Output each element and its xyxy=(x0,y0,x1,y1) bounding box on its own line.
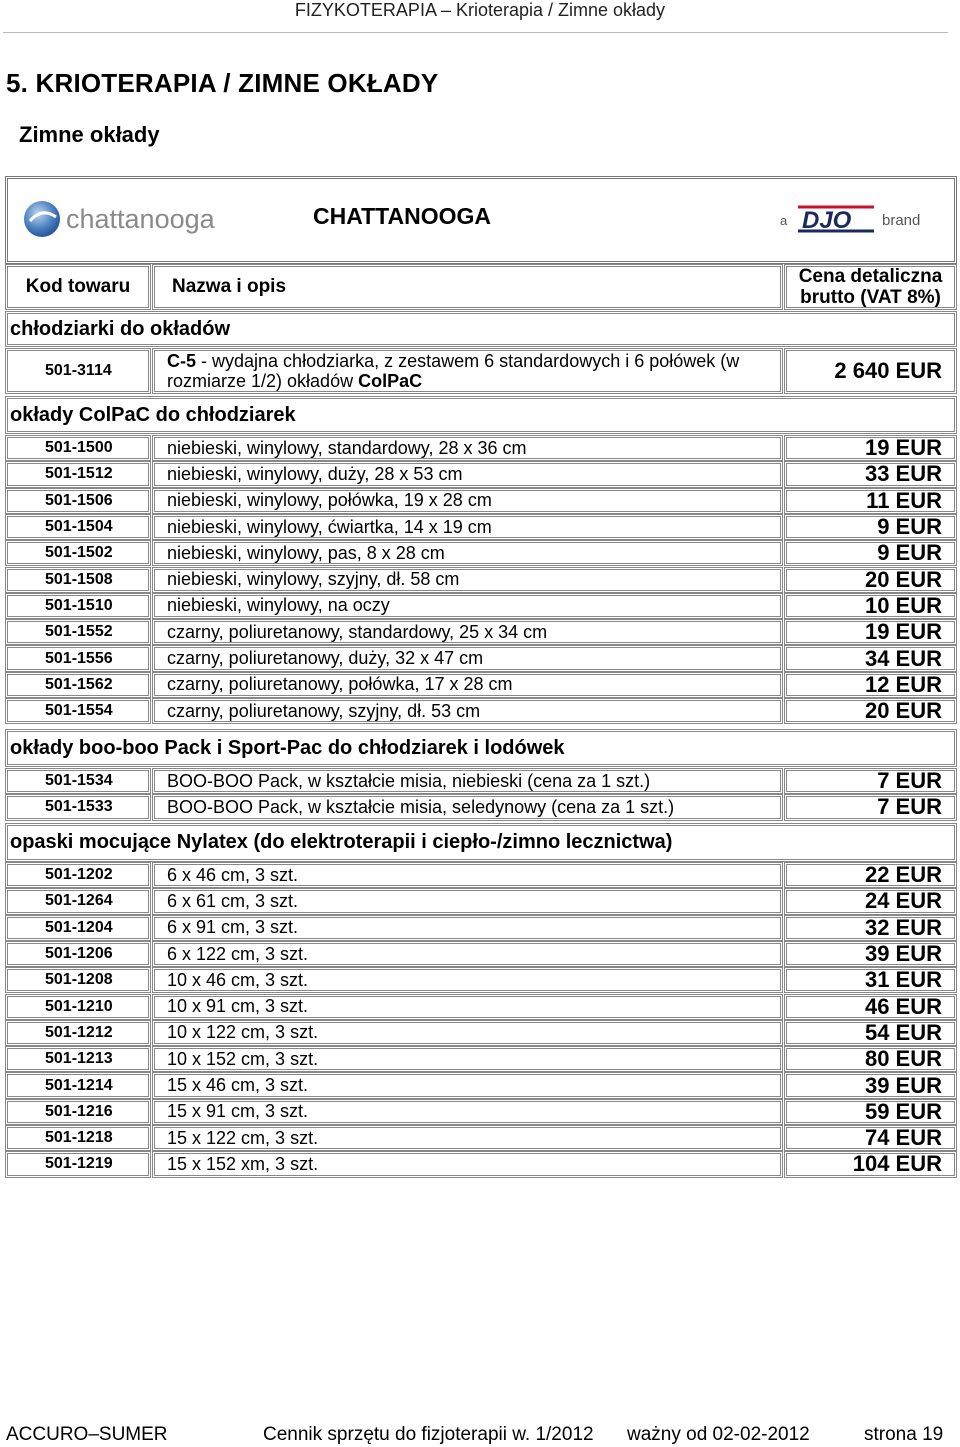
price-header-line1: Cena detaliczna xyxy=(798,266,943,287)
product-price: 7 EUR xyxy=(784,768,957,794)
category-header: okłady ColPaC do chłodziarek xyxy=(5,396,957,434)
category-header: okłady boo-boo Pack i Sport-Pac do chłodziarek i lodówek xyxy=(5,729,957,767)
column-header-code: Kod towaru xyxy=(5,264,151,310)
product-description: 15 x 152 xm, 3 szt. xyxy=(152,1151,783,1177)
page-footer xyxy=(0,1424,960,1446)
product-description: 10 x 152 cm, 3 szt. xyxy=(152,1046,783,1072)
product-description: niebieski, winylowy, szyjny, dł. 58 cm xyxy=(152,567,783,593)
product-code: 501-1210 xyxy=(5,994,151,1020)
category-header: opaski mocujące Nylatex (do elektroterapii i ciepło-/zimno lecznictwa) xyxy=(5,823,957,862)
product-price: 2 640 EUR xyxy=(784,348,957,394)
product-price: 59 EUR xyxy=(784,1099,957,1125)
product-price: 39 EUR xyxy=(784,1072,957,1098)
product-code: 501-1554 xyxy=(5,698,151,724)
product-description-line2: rozmiarze 1/2) okładów xyxy=(167,371,359,391)
product-description: 15 x 46 cm, 3 szt. xyxy=(152,1072,783,1098)
product-code: 501-1533 xyxy=(5,794,151,820)
product-price: 74 EUR xyxy=(784,1125,957,1151)
product-description: czarny, poliuretanowy, standardowy, 25 x 34 cm xyxy=(152,619,783,645)
product-price: 7 EUR xyxy=(784,794,957,820)
header-rule xyxy=(3,32,948,33)
product-description: niebieski, winylowy, standardowy, 28 x 36 cm xyxy=(152,435,783,461)
footer-company: ACCURO–SUMER xyxy=(6,1424,168,1445)
product-description: czarny, poliuretanowy, połówka, 17 x 28 cm xyxy=(152,672,783,698)
product-description: BOO-BOO Pack, w kształcie misia, seledynowy (cena za 1 szt.) xyxy=(152,794,783,820)
product-price: 19 EUR xyxy=(784,435,957,461)
footer-page-number: strona 19 xyxy=(864,1424,944,1445)
product-price: 80 EUR xyxy=(784,1046,957,1072)
product-code: 501-1264 xyxy=(5,888,151,914)
product-description: niebieski, winylowy, na oczy xyxy=(152,593,783,619)
product-code: 501-1556 xyxy=(5,645,151,671)
product-price: 104 EUR xyxy=(784,1151,957,1177)
product-price: 24 EUR xyxy=(784,888,957,914)
product-price: 12 EUR xyxy=(784,672,957,698)
product-description: niebieski, winylowy, pas, 8 x 28 cm xyxy=(152,540,783,566)
product-model: C-5 xyxy=(167,351,197,371)
product-brand-term: ColPaC xyxy=(358,371,423,391)
product-price: 10 EUR xyxy=(784,593,957,619)
svg-text:brand: brand xyxy=(882,212,921,229)
product-code: 501-1204 xyxy=(5,915,151,941)
product-price: 20 EUR xyxy=(784,698,957,724)
product-description: czarny, poliuretanowy, szyjny, dł. 53 cm xyxy=(152,698,783,724)
brand-header-box xyxy=(5,176,957,264)
product-code: 501-1202 xyxy=(5,862,151,888)
section-title: 5. KRIOTERAPIA / ZIMNE OKŁADY xyxy=(6,68,439,98)
product-code: 501-1500 xyxy=(5,435,151,461)
product-description-line1: - wydajna chłodziarka, z zestawem 6 standardowych i 6 połówek (w xyxy=(196,351,740,371)
product-description: 10 x 122 cm, 3 szt. xyxy=(152,1020,783,1046)
product-code: 501-1534 xyxy=(5,768,151,794)
svg-text:a: a xyxy=(780,213,788,228)
product-code: 501-1508 xyxy=(5,567,151,593)
product-code: 501-1218 xyxy=(5,1125,151,1151)
product-code: 501-1506 xyxy=(5,488,151,514)
product-price: 46 EUR xyxy=(784,994,957,1020)
djo-brand-logo xyxy=(778,199,938,239)
product-price: 11 EUR xyxy=(784,488,957,514)
product-description: 6 x 122 cm, 3 szt. xyxy=(152,941,783,967)
running-header: FIZYKOTERAPIA – Krioterapia / Zimne okłady xyxy=(294,0,666,20)
product-description: niebieski, winylowy, duży, 28 x 53 cm xyxy=(152,461,783,487)
product-price: 19 EUR xyxy=(784,619,957,645)
product-description: czarny, poliuretanowy, duży, 32 x 47 cm xyxy=(152,645,783,671)
product-price: 9 EUR xyxy=(784,514,957,540)
product-price: 9 EUR xyxy=(784,540,957,566)
product-description: BOO-BOO Pack, w kształcie misia, niebieski (cena za 1 szt.) xyxy=(152,768,783,794)
product-description xyxy=(152,348,783,394)
brand-name: CHATTANOOGA xyxy=(313,203,492,229)
product-price: 54 EUR xyxy=(784,1020,957,1046)
product-description: niebieski, winylowy, połówka, 19 x 28 cm xyxy=(152,488,783,514)
product-description: 15 x 122 cm, 3 szt. xyxy=(152,1125,783,1151)
product-description: 6 x 61 cm, 3 szt. xyxy=(152,888,783,914)
chattanooga-logo-text: chattanooga xyxy=(66,204,215,234)
product-description: niebieski, winylowy, ćwiartka, 14 x 19 cm xyxy=(152,514,783,540)
product-description: 6 x 46 cm, 3 szt. xyxy=(152,862,783,888)
product-code: 501-1208 xyxy=(5,967,151,993)
product-description: 10 x 91 cm, 3 szt. xyxy=(152,994,783,1020)
product-price: 32 EUR xyxy=(784,915,957,941)
footer-valid-date: ważny od 02-02-2012 xyxy=(627,1424,810,1445)
product-price: 20 EUR xyxy=(784,567,957,593)
product-code: 501-1504 xyxy=(5,514,151,540)
product-code: 501-1502 xyxy=(5,540,151,566)
price-header-line2: brutto (VAT 8%) xyxy=(800,287,941,308)
product-code: 501-1510 xyxy=(5,593,151,619)
product-description: 10 x 46 cm, 3 szt. xyxy=(152,967,783,993)
product-code: 501-1552 xyxy=(5,619,151,645)
chattanooga-logo xyxy=(22,197,252,241)
column-header-name: Nazwa i opis xyxy=(152,264,783,310)
product-price: 22 EUR xyxy=(784,862,957,888)
product-code: 501-1214 xyxy=(5,1072,151,1098)
product-code: 501-1206 xyxy=(5,941,151,967)
product-code: 501-1213 xyxy=(5,1046,151,1072)
product-code: 501-1219 xyxy=(5,1151,151,1177)
category-header: chłodziarki do okładów xyxy=(5,311,957,347)
product-code: 501-3114 xyxy=(5,348,151,394)
column-header-price xyxy=(784,264,957,310)
product-price: 31 EUR xyxy=(784,967,957,993)
product-price: 34 EUR xyxy=(784,645,957,671)
subsection-title: Zimne okłady xyxy=(19,122,160,147)
product-description: 6 x 91 cm, 3 szt. xyxy=(152,915,783,941)
product-code: 501-1216 xyxy=(5,1099,151,1125)
product-code: 501-1512 xyxy=(5,461,151,487)
product-price: 39 EUR xyxy=(784,941,957,967)
product-code: 501-1562 xyxy=(5,672,151,698)
footer-catalog: Cennik sprzętu do fizjoterapii w. 1/2012 xyxy=(263,1424,594,1445)
product-code: 501-1212 xyxy=(5,1020,151,1046)
product-price: 33 EUR xyxy=(784,461,957,487)
product-description: 15 x 91 cm, 3 szt. xyxy=(152,1099,783,1125)
svg-text:DJO: DJO xyxy=(802,207,852,234)
